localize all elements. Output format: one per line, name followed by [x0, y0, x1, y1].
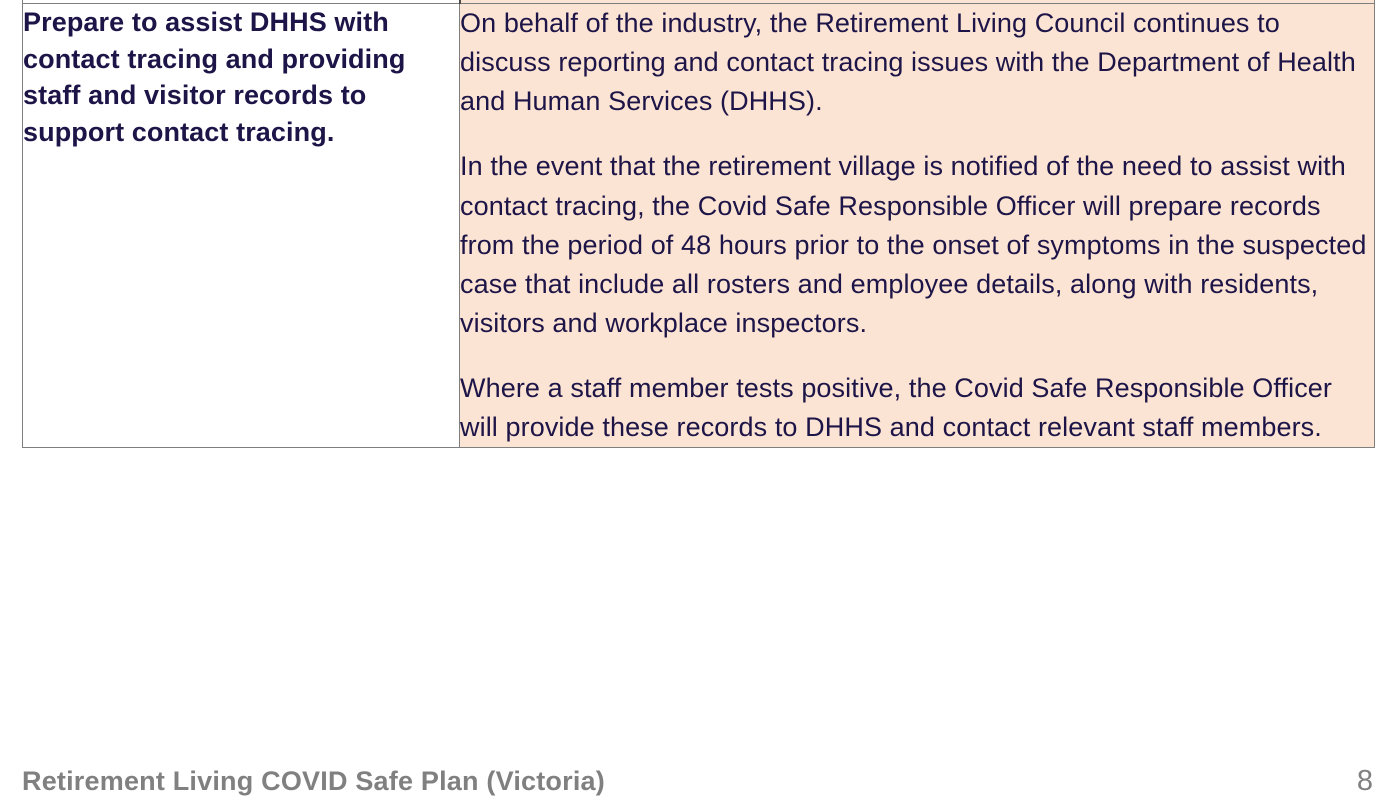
row-label-cell [23, 4, 460, 448]
row-body-cell [460, 4, 1375, 448]
page-footer [22, 765, 1373, 798]
body-paragraph-2: In the event that the retirement village is notified of the need to assist with contact tracing, the Covid Safe Responsible Officer will prepare records from the period of 48 hours prior to the onset of symptoms in the suspected case that include all rosters and employee details, along with residents, visitors and workplace inspectors. [460, 151, 1367, 338]
content-table [22, 0, 1375, 448]
body-paragraph-1: On behalf of the industry, the Retirement Living Council continues to discuss reporting and contact tracing issues with the Department of Health and Human Services (DHHS). [460, 8, 1356, 117]
footer-page-number: 8 [1356, 765, 1373, 797]
row-label-text: Prepare to assist DHHS with contact tracing and providing staff and visitor records to support contact tracing. [23, 7, 406, 148]
body-paragraph-3: Where a staff member tests positive, the Covid Safe Responsible Officer will provide these records to DHHS and contact relevant staff members. [460, 373, 1332, 443]
footer-title: Retirement Living COVID Safe Plan (Victoria) [22, 766, 605, 796]
table-row [23, 4, 1375, 448]
